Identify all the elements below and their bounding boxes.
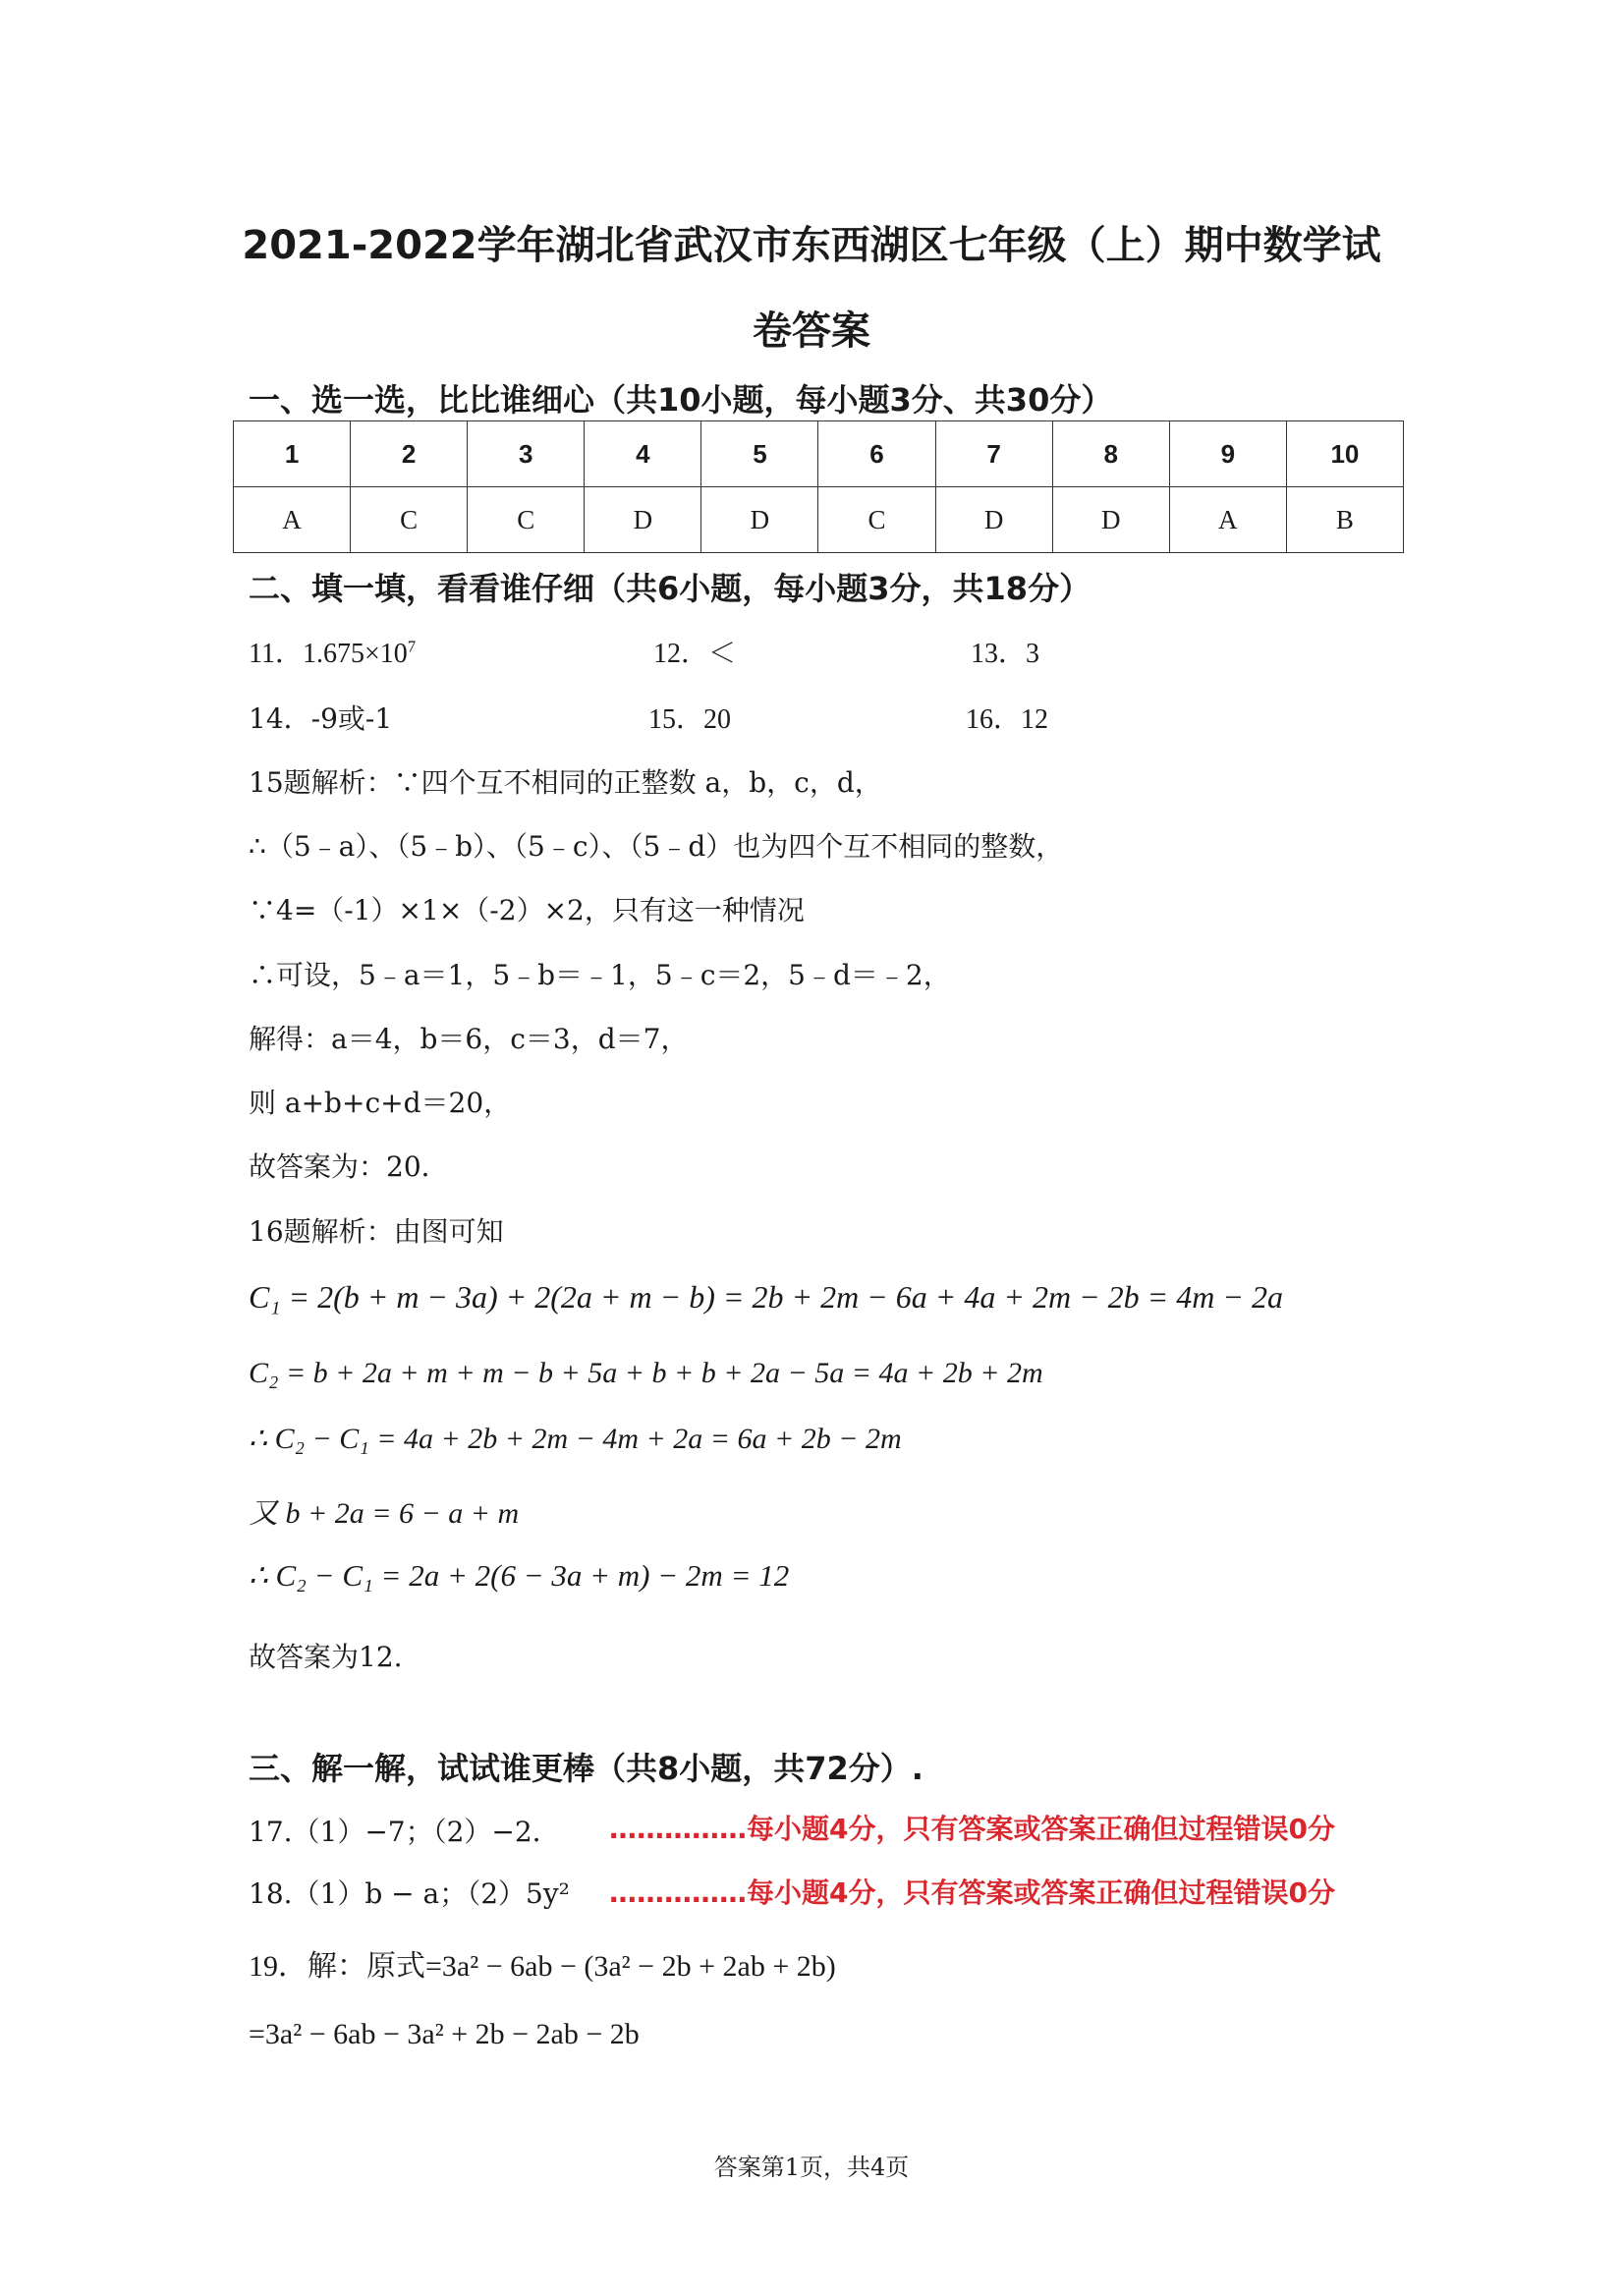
- q15-analysis-line: 解得：a＝4，b＝6，c＝3，d＝7，: [249, 1023, 689, 1055]
- answer-cell: D: [1052, 487, 1169, 553]
- q16-c2-equation: C₂ = b + 2a + m + m − b + 5a + b + b + 2a − 5a = 4a + 2b + 2m: [249, 1357, 1043, 1389]
- q16-conclusion: 故答案为12.: [249, 1641, 403, 1673]
- q15-analysis-line: ∵4=（-1）×1×（-2）×2，只有这一种情况: [249, 894, 805, 926]
- q16-difference-equation: ∴ C₂ − C₁ = 4a + 2b + 2m − 4m + 2a = 6a + 2b − 2m: [249, 1423, 902, 1455]
- q16-analysis-intro: 16题解析：由图可知: [249, 1215, 504, 1248]
- answer-table-answer-row: [234, 487, 1404, 553]
- q16-c1-equation: C₁ = 2(b + m − 3a) + 2(2a + m − b) = 2b + 2m − 6a + 4a + 2m − 2b = 4m − 2a: [249, 1279, 1283, 1315]
- q15-analysis-line: ∴可设，5﹣a＝1，5﹣b＝﹣1，5﹣c＝2，5﹣d＝﹣2，: [249, 959, 951, 991]
- answer-table-header-row: [234, 421, 1404, 487]
- page-footer: 答案第1页，共4页: [713, 2154, 910, 2181]
- answer-cell: B: [1286, 487, 1403, 553]
- q15-analysis-line: ∴（5﹣a）、（5﹣b）、（5﹣c）、（5﹣d）也为四个互不相同的整数，: [249, 830, 1064, 863]
- section3-heading: 三、解一解，试试谁更棒（共8小题，共72分）.: [249, 1750, 923, 1787]
- scoring-note-q18: ……………每小题4分，只有答案或答案正确但过程错误0分: [609, 1876, 1335, 1909]
- answer-cell: C: [468, 487, 585, 553]
- q15-analysis-line: 故答案为：20．: [249, 1150, 449, 1183]
- question-number: 5: [701, 421, 818, 487]
- answer-q11-base: 11．1.675×10: [249, 639, 408, 669]
- q19-solution-line1: 19．解：原式=3a² − 6ab − (3a² − 2b + 2ab + 2b): [249, 1950, 836, 1983]
- answer-cell: A: [234, 487, 351, 553]
- q15-analysis-line: 则 a+b+c+d＝20，: [249, 1087, 512, 1119]
- answer-q15: 15．20: [648, 704, 732, 735]
- answer-cell: D: [701, 487, 818, 553]
- question-number: 7: [935, 421, 1052, 487]
- answer-q18: 18.（1）b − a；（2）5y²: [249, 1877, 570, 1910]
- q15-analysis-line: 15题解析：∵四个互不相同的正整数 a，b，c，d，: [249, 766, 882, 799]
- answer-table: [233, 420, 1404, 553]
- answer-cell: D: [935, 487, 1052, 553]
- answer-cell: A: [1169, 487, 1286, 553]
- scoring-note-q17: ……………每小题4分，只有答案或答案正确但过程错误0分: [609, 1813, 1335, 1845]
- answer-cell: C: [351, 487, 468, 553]
- section2-heading: 二、填一填，看看谁仔细（共6小题，每小题3分，共18分）: [249, 570, 1091, 607]
- q19-solution-line2: =3a² − 6ab − 3a² + 2b − 2ab − 2b: [249, 2018, 640, 2050]
- answer-q12: 12．＜: [653, 639, 737, 669]
- q16-result-equation: ∴ C₂ − C₁ = 2a + 2(6 − 3a + m) − 2m = 12: [249, 1558, 790, 1593]
- question-number: 10: [1286, 421, 1403, 487]
- answer-q14: 14．-9或-1: [249, 702, 393, 735]
- question-number: 9: [1169, 421, 1286, 487]
- q16-substitution-equation: 又 b + 2a = 6 − a + m: [249, 1497, 520, 1530]
- answer-q17: 17.（1）−7；（2）−2．: [249, 1816, 560, 1848]
- answer-q16: 16．12: [966, 704, 1049, 735]
- answer-q11-exponent: 7: [407, 637, 417, 656]
- answer-q11: [249, 632, 416, 671]
- answer-cell: C: [818, 487, 935, 553]
- question-number: 8: [1052, 421, 1169, 487]
- question-number: 2: [351, 421, 468, 487]
- question-number: 3: [468, 421, 585, 487]
- question-number: 4: [585, 421, 701, 487]
- section1-heading: 一、选一选，比比谁细心（共10小题，每小题3分、共30分）: [249, 381, 1113, 419]
- answer-cell: D: [585, 487, 701, 553]
- question-number: 1: [234, 421, 351, 487]
- question-number: 6: [818, 421, 935, 487]
- document-title-line1: 2021-2022学年湖北省武汉市东西湖区七年级（上）期中数学试: [242, 223, 1381, 268]
- document-title-line2: 卷答案: [753, 308, 870, 354]
- answer-q13: 13．3: [971, 639, 1040, 669]
